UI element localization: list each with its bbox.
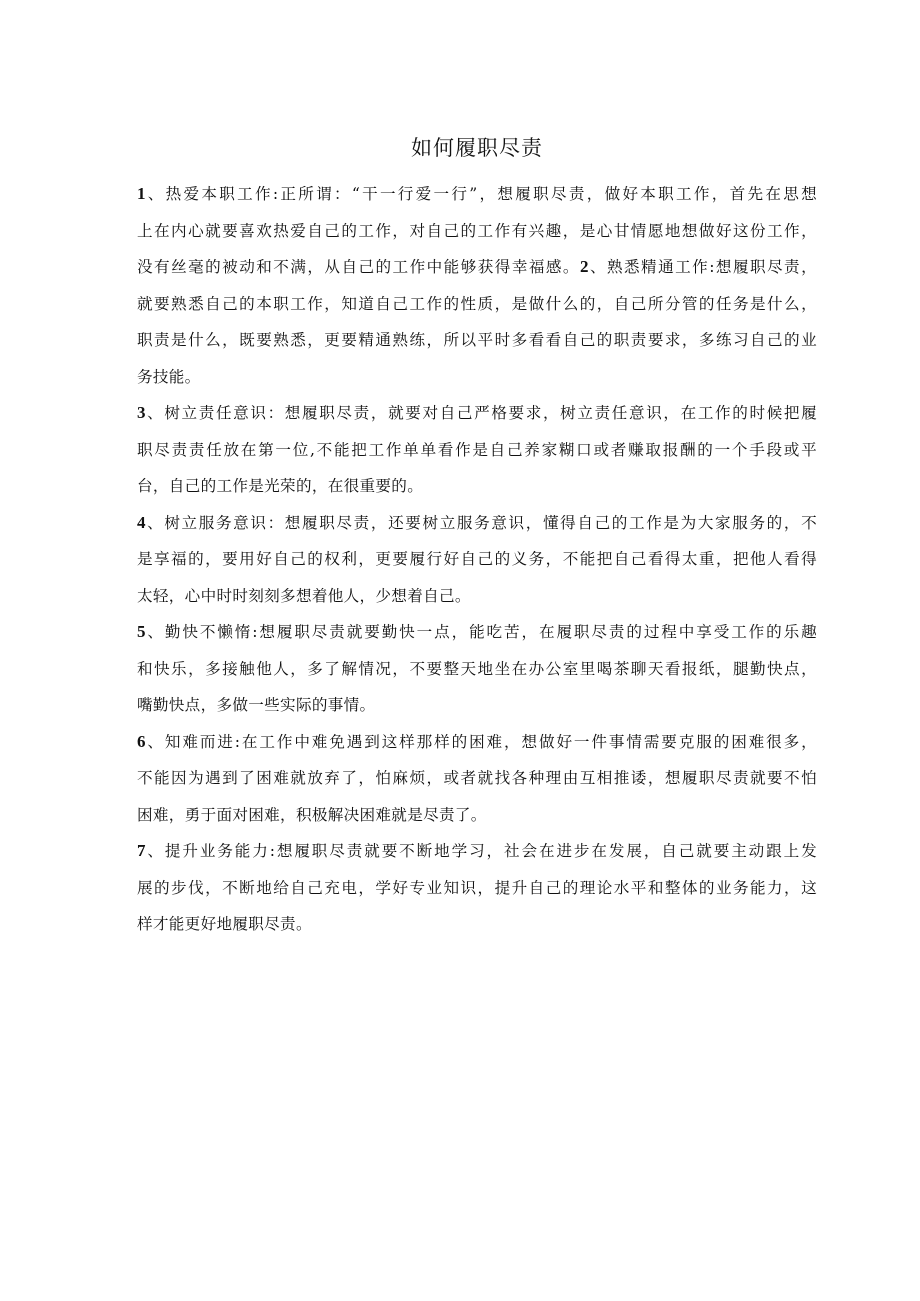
item-number: 7: [137, 841, 146, 860]
paragraph-7: [137, 833, 817, 943]
line-text: 职责是什么，既要熟悉，更要精通熟练，所以平时多看看自己的职责要求，多练习自己的业: [137, 331, 817, 349]
line-text: 困难，勇于面对困难，积极解决困难就是尽责了。: [137, 805, 487, 824]
item-number: 1: [137, 184, 146, 203]
line-text: 和快乐，多接触他人，多了解情况，不要整天地坐在办公室里喝茶聊天看报纸，腿勤快点，: [137, 659, 817, 678]
text-line: [137, 395, 817, 432]
item-number: 3: [137, 403, 146, 422]
item-number: 4: [137, 512, 146, 532]
text-line: [137, 468, 817, 505]
line-text: 太轻，心中时时刻刻多想着他人，少想着自己。: [137, 586, 471, 605]
text-line: [137, 359, 817, 396]
text-line: [137, 833, 817, 870]
text-line: [137, 687, 817, 724]
paragraph-3: [137, 395, 817, 505]
line-text: 是享福的，要用好自己的权利，更要履行好自己的义务，不能把自己看得太重，把他人看得: [137, 550, 817, 568]
line-text: 、勤快不懒惰:想履职尽责就要勤快一点，能吃苦，在履职尽责的过程中享受工作的乐趣: [145, 623, 817, 641]
line-text: 台，自己的工作是光荣的，在很重要的。: [137, 477, 424, 495]
text-line: [137, 614, 817, 651]
text-line: [137, 249, 817, 286]
line-text: 没有丝毫的被动和不满，从自己的工作中能够获得幸福感。: [137, 258, 580, 276]
text-line: [137, 213, 817, 250]
text-line: [137, 651, 817, 688]
text-line: [137, 541, 817, 578]
line-text: 上在内心就要喜欢热爱自己的工作，对自己的工作有兴趣，是心甘情愿地想做好这份工作，: [137, 221, 817, 240]
line-text: 不能因为遇到了困难就放弃了，怕麻烦，或者就找各种理由互相推诿，想履职尽责就要不怕: [137, 769, 817, 787]
line-text: 展的步伐，不断地给自己充电，学好专业知识，提升自己的理论水平和整体的业务能力，这: [137, 878, 817, 897]
line-text: 样才能更好地履职尽责。: [137, 915, 312, 933]
paragraph-4: [137, 505, 817, 615]
text-line: [137, 760, 817, 797]
document-page: [137, 128, 817, 943]
line-text: 、热爱本职工作:正所谓：“干一行爱一行”，想履职尽责，做好本职工作，首先在思想: [145, 185, 817, 203]
text-line: [137, 578, 817, 615]
document-title: 如何履职尽责: [411, 136, 543, 160]
item-number: 2: [579, 257, 589, 276]
text-line: [137, 322, 817, 359]
paragraph-1: [137, 176, 817, 395]
item-number: 5: [137, 622, 146, 641]
text-line: [137, 870, 817, 907]
item-number: 6: [137, 731, 146, 751]
text-line: [137, 724, 817, 761]
line-text: 、树立责任意识：想履职尽责，就要对自己严格要求，树立责任意识，在工作的时候把履: [145, 404, 817, 422]
line-text: 、树立服务意识：想履职尽责，还要树立服务意识，懂得自己的工作是为大家服务的，不: [145, 513, 817, 532]
paragraph-5: [137, 614, 817, 724]
text-line: [137, 286, 817, 323]
line-text: 、提升业务能力:想履职尽责就要不断地学习，社会在进步在发展，自己就要主动跟上发: [145, 842, 817, 860]
text-line: [137, 906, 817, 943]
line-text: 职尽责责任放在第一位,不能把工作单单看作是自己养家糊口或者赚取报酬的一个手段或平: [137, 440, 817, 459]
text-line: [137, 505, 817, 542]
line-text: 嘴勤快点，多做一些实际的事情。: [137, 696, 376, 714]
text-line: [137, 176, 817, 213]
line-text: 务技能。: [137, 367, 201, 386]
line-text: 、知难而进:在工作中难免遇到这样那样的困难，想做好一件事情需要克服的困难很多，: [145, 732, 817, 751]
line-text: 、熟悉精通工作:想履职尽责，: [588, 258, 817, 276]
line-text: 就要熟悉自己的本职工作，知道自己工作的性质，是做什么的，自己所分管的任务是什么，: [137, 294, 817, 313]
paragraph-6: [137, 724, 817, 834]
text-line: [137, 797, 817, 834]
text-line: [137, 432, 817, 469]
